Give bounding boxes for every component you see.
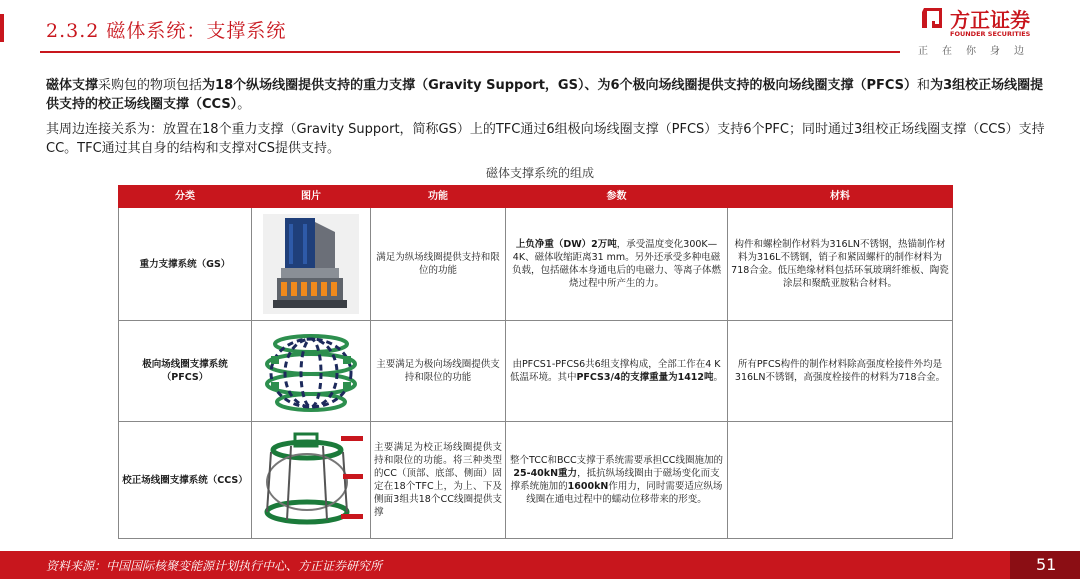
row-parameters (506, 321, 728, 422)
pfcs-ring-image (261, 326, 361, 416)
row-picture (252, 208, 371, 321)
param-bold: PFCS3/4的支撑重量为1412吨 (576, 372, 714, 383)
header-category: 分类 (119, 186, 252, 208)
intro-bold-ccs: 为3组校正场线圈提供支持的校正场线圈支撑（CCS） (46, 78, 1044, 112)
row-parameters (506, 208, 728, 321)
row-function: 满足为纵场线圈提供支持和限位的功能 (371, 208, 506, 321)
table-caption: 磁体支撑系统的组成 (485, 166, 594, 180)
logo-english-name: FOUNDER SECURITIES (950, 30, 1031, 38)
logo-motto: 正在你身边 (918, 46, 1038, 57)
param-text-end: 。 (713, 372, 724, 383)
header-material: 材料 (728, 186, 953, 208)
intro-text: 采购包的物项包括 (98, 78, 203, 93)
row-category: 校正场线圈支撑系统（CCS） (119, 422, 252, 539)
founder-logo-icon (918, 4, 946, 32)
param-text: 由PFCS1-PFCS6共6组支撑构成，全部工作在4 K低温环境。其中 (509, 359, 721, 383)
row-material (728, 422, 953, 539)
table-row (119, 208, 953, 321)
row-parameters (506, 422, 728, 539)
param-bold-gravity: 25-40kN重力 (513, 468, 578, 479)
support-system-table (118, 185, 953, 539)
header-parameters: 参数 (506, 186, 728, 208)
section-title: 2.3.2 磁体系统：支撑系统 (46, 20, 287, 42)
logo-chinese-name: 方正证券 (950, 8, 1030, 32)
company-logo (918, 4, 1058, 57)
param-text: 整个TCC和BCC支撑于系统需要承担CC线圈施加的 (510, 455, 723, 466)
row-category: 极向场线圈支撑系统（PFCS） (119, 321, 252, 422)
row-picture (252, 422, 371, 539)
ccs-structure-image (255, 428, 367, 532)
header (0, 0, 1080, 56)
gravity-support-image (263, 214, 359, 314)
param-bold: 上负净重（DW）2万吨 (515, 239, 617, 250)
row-category: 重力支撑系统（GS） (119, 208, 252, 321)
param-text-end: 作用力，同时需要适应纵场线圈在通电过程中的蠕动位移带来的形变。 (526, 481, 723, 505)
row-function: 主要满足为校正场线圈提供支持和限位的功能。将三种类型的CC（顶部、底部、侧面）固定在18个TFC上，为上、下及侧面3组共18个CC线圈提供支撑 (371, 422, 506, 539)
row-function: 主要满足为极向场线圈提供支持和限位的功能 (371, 321, 506, 422)
footer (0, 551, 1080, 579)
table-row (119, 321, 953, 422)
param-text: ，承受温度变化300K—4K、磁体收缩距离31 mm。另外还承受多种电磁负载，包括磁体本身通电后的电磁力、等离子体燃烧过程中所产生的力。 (511, 239, 721, 289)
param-bold-force: 1600kN (567, 481, 609, 492)
param-text-mid: ，抵抗纵场线圈由于磁场变化而支撑系统施加的 (510, 468, 720, 492)
table-row (119, 422, 953, 539)
header-picture: 图片 (252, 186, 371, 208)
page-number: 51 (1036, 555, 1057, 574)
intro-text-end: 。 (237, 97, 251, 112)
row-picture (252, 321, 371, 422)
intro-bold-gs-pfcs: 为18个纵场线圈提供支持的重力支撑（Gravity Support，GS）、为6个极向场线圈提供支持的极向场线圈支撑（PFCS） (202, 78, 918, 93)
row-material: 所有PFCS构件的制作材料除高强度栓接件外均是316LN不锈钢，高强度栓接件的材料为718合金。 (728, 321, 953, 422)
table-header-row (119, 186, 953, 208)
header-function: 功能 (371, 186, 506, 208)
intro-paragraph (46, 76, 1046, 114)
row-material: 构件和螺栓制作材料为316LN不锈钢，热锚制作材料为316L不锈钢，销子和紧固螺杆的制作材料为718合金。低压绝缘材料包括环氧玻璃纤维板、陶瓷涂层和聚酰亚胺粘合材料。 (728, 208, 953, 321)
title-underline (40, 51, 900, 53)
title-accent-bar (0, 14, 4, 42)
intro-bold-term: 磁体支撑 (46, 78, 99, 93)
connection-paragraph: 其周边连接关系为：放置在18个重力支撑（Gravity Support，简称GS）上的TFC通过6组极向场线圈支撑（PFCS）支持6个PFC；同时通过3组校正场线圈支撑（CCS）支持CC。TFC通过其自身的结构和支撑对CS提供支持。 (46, 122, 1045, 156)
intro-text-and: 和 (917, 78, 931, 93)
source-note: 资料来源：中国国际核聚变能源计划执行中心、方正证券研究所 (46, 559, 383, 573)
